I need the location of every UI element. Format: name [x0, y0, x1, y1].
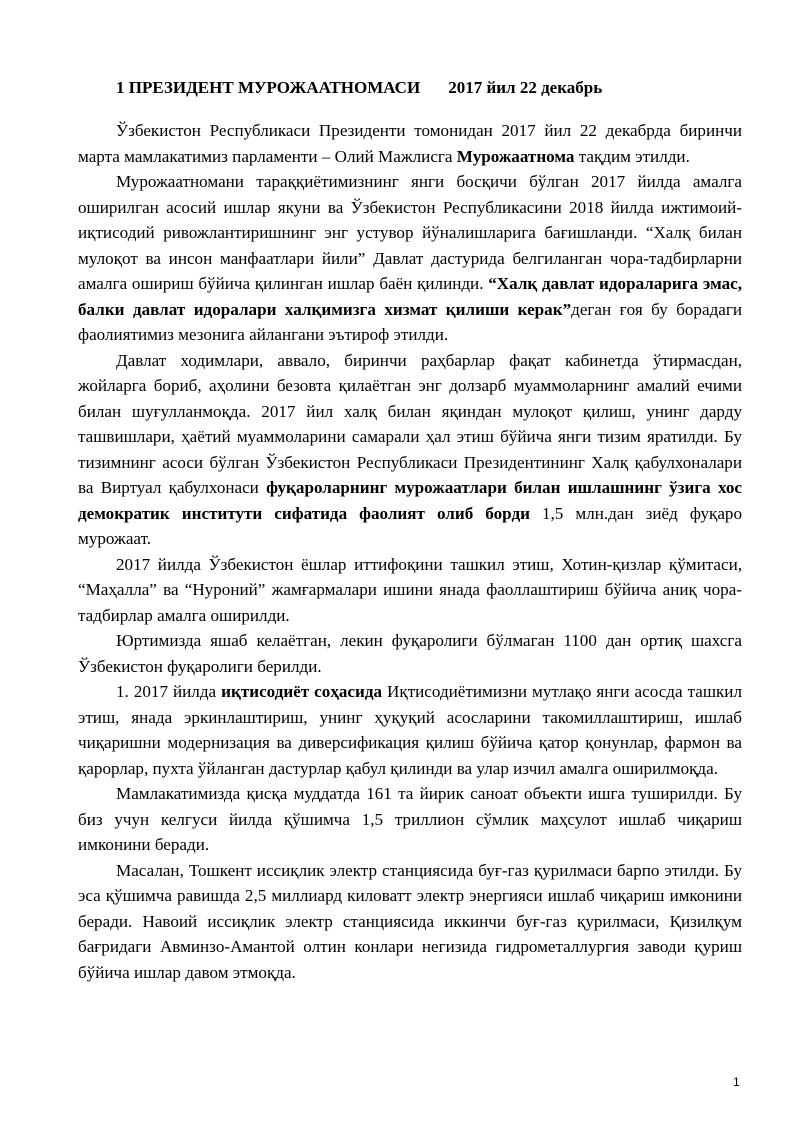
paragraph-text: Масалан, Тошкент иссиқлик электр станциясида буғ-газ қурилмаси барпо этилди. Бу эса қўшимча равишда 2,5 миллиард киловатт электр энергияси ишлаб чиқариш имконини беради. Навоий иссиқлик электр станциясида иккинчи буғ-газ қурилмаси, Қизилқум бағридаги Авминзо-Амантой олтин конлари негизида гидрометаллургия заводи қуриш бўйича ишлар давом этмоқда. [78, 860, 742, 982]
heading-date: 2017 йил 22 декабрь [448, 78, 603, 97]
paragraph-bold-text: фуқароларнинг мурожаатлари билан ишлашнинг ўзига хос демократик институти сифатида фаолият олиб борди [78, 478, 742, 523]
paragraph-text: Юртимизда яшаб келаётган, лекин фуқаролиги бўлмаган 1100 дан ортиқ шахсга Ўзбекистон фуқаролиги берилди. [78, 631, 742, 676]
document-body [78, 118, 742, 985]
heading-title: 1 ПРЕЗИДЕНТ МУРОЖААТНОМАСИ [116, 78, 421, 97]
paragraph-5 [78, 628, 742, 679]
paragraph-text: Мурожаатномани тараққиётимизнинг янги босқичи бўлган 2017 йилда амалга оширилган асосий ишлар якуни ва Ўзбекистон Республикасини 2018 йилда ижтимоий-иқтисодий ривожлантиришнинг энг устувор йўналишларига бағишланди. “Халқ билан мулоқот ва инсон манфаатлари йили” Давлат дастурида белгиланган чора-тадбирларни амалга ошириш бўйича қилинган ишлар баён қилинди. [78, 172, 742, 293]
paragraph-text: Иқтисодиётимизни мутлақо янги асосда ташкил этиш, янада эркинлаштириш, унинг ҳуқуқий асосларини такомиллаштириш, ишлаб чиқаришни модернизация ва диверсификация қилиш бўйича қатор қонунлар, фармон ва қарорлар, пухта ўйланган дастурлар қабул қилинди ва улар изчил амалга оширилмоқда. [78, 682, 742, 778]
paragraph-bold-text: “Халқ давлат идораларига эмас, балки давлат идоралари халқимизга хизмат қилиши керак” [78, 274, 743, 319]
paragraph-7 [78, 781, 742, 858]
paragraph-6 [78, 679, 742, 781]
paragraph-text: Ўзбекистон Республикаси Президенти томонидан 2017 йил 22 декабрда биринчи марта мамлакатимиз парламенти – Олий Мажлисга [78, 121, 742, 166]
paragraph-bold-text: иқтисодиёт соҳасида [221, 682, 383, 701]
page-number: 1 [733, 1075, 740, 1089]
paragraph-8 [78, 858, 742, 986]
paragraph-text: Давлат ходимлари, аввало, биринчи раҳбарлар фақат кабинетда ўтирмасдан, жойларга бориб, аҳолини безовта қилаётган энг долзарб муаммоларнинг амалий ечими билан шуғулланмоқда. 2017 йил халқ билан яқиндан мулоқот қилиш, унинг дарду ташвишлари, ҳаётий муаммоларини самарали ҳал этиш бўйича янги тизим яратилди. Бу тизимнинг асоси бўлган Ўзбекистон Республикаси Президентининг Халқ қабулхоналари ва Виртуал қабулхонаси [78, 350, 742, 497]
paragraph-text: деган ғоя бу борадаги фаолиятимиз мезонига айлангани эътироф этилди. [78, 299, 743, 344]
paragraph-text: 1. 2017 йилда [116, 682, 222, 701]
paragraph-2 [78, 169, 742, 348]
paragraph-text: Мамлакатимизда қисқа муддатда 161 та йирик саноат объекти ишга туширилди. Бу биз учун келгуси йилда қўшимча 1,5 триллион сўмлик маҳсулот ишлаб чиқариш имконини беради. [78, 784, 742, 854]
paragraph-1 [78, 118, 742, 169]
document-heading [116, 76, 602, 100]
paragraph-text: 1,5 млн.дан зиёд фуқаро мурожаат. [78, 503, 743, 548]
paragraph-4 [78, 552, 742, 629]
paragraph-text: тақдим этилди. [574, 146, 690, 166]
paragraph-3 [78, 348, 742, 552]
paragraph-text: 2017 йилда Ўзбекистон ёшлар иттифоқини ташкил этиш, Хотин-қизлар қўмитаси, “Маҳалла” ва “Нуроний” жамғармалари ишини янада фаоллаштириш бўйича аниқ чора-тадбирлар амалга оширилди. [78, 554, 742, 625]
paragraph-bold-text: Мурожаатнома [456, 146, 575, 166]
